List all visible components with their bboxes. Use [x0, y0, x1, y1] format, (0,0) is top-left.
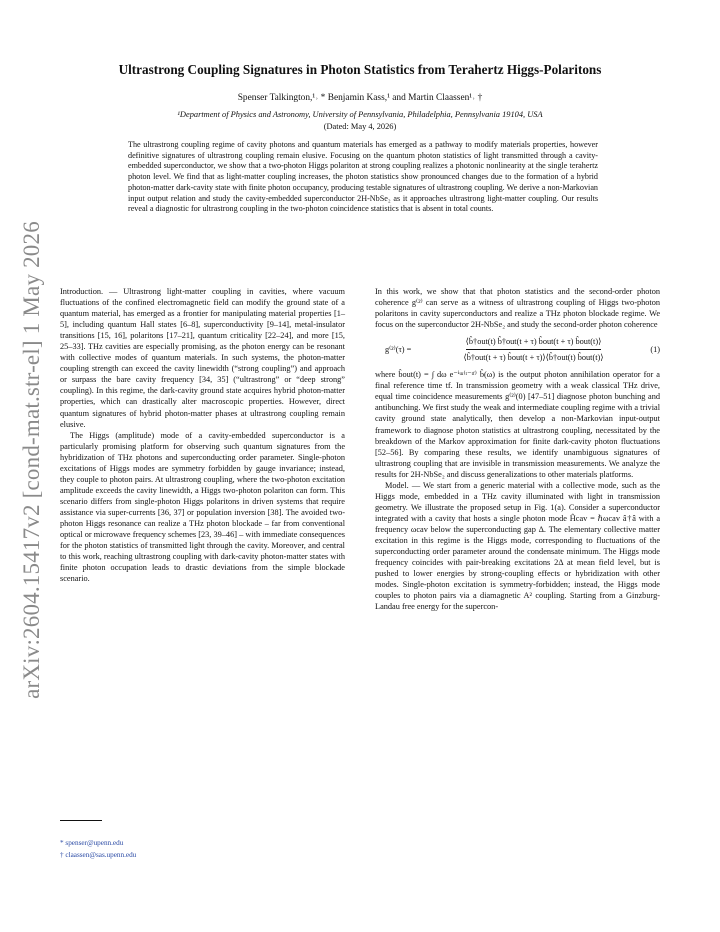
arxiv-sidebar-stamp	[12, 210, 52, 710]
higgs-paragraph: The Higgs (amplitude) mode of a cavity-embedded superconductor is a particularly promising platform for observing such quantum signatures from the hybridization of THz photons and superconducting order parameter. Single-photon excitations of Higgs modes are symmetry forbidden by gauge invariance; instead, they couple to photon pairs. At ultrastrong coupling, where the two-photon excitation amplitude exceeds the cavity linewidth, a Higgs two-photon polariton can form. This scenario differs from single-photon Higgs polaritons in driven systems that require assistance via super-currents [36, 37] or population inversion [38]. The avoided two-photon Higgs resonance can realize a THz photon blockade – far from conventional optical or microwave frequency schemes [23, 39–46] – with immediate consequences for the photon statistics of transmitted light through the cavity. Moreover, and central to this work, reaching ultrastrong coupling with dark-cavity photon-matter states with finite photon occupation leads to drastic deviations from the simple blockade scenario.	[60, 430, 345, 584]
equation-fraction	[431, 336, 636, 363]
equation-numerator: ⟨b̂†out(t) b̂†out(t + τ) b̂out(t + τ) b̂out(t)⟩	[466, 336, 602, 350]
intro-paragraph: Introduction. — Ultrastrong light-matter coupling in cavities, where vacuum fluctuations of the confined electromagnetic field can modify the ground state of a quantum material, has emerged as a frontier for manipulating material properties [1–5], including quantum Hall states [6–8], superconductivity [9–14], metal-insulator transitions [15, 16], polaritons [17–21], quantum criticality [22–24], and more [15, 25–33]. THz cavities are especially promising, as the photon energy can be resonant with collective modes of quantum materials. In such systems, the photon-matter coupling strength can exceed the cavity linewidth (“strong coupling”) and approach or surpass the bare cavity frequency [34, 35] (“ultrastrong” or “deep strong” coupling). In this regime, the dark-cavity ground state acquires hybrid photon-matter properties, which can drastically alter macroscopic properties. However, direct quantum signatures of hybrid photon-matter phases at ultrastrong coupling remain elusive.	[60, 287, 345, 429]
footnote-email-2[interactable]: † claassen@sas.upenn.edu	[60, 851, 137, 859]
footnote-rule	[60, 820, 102, 821]
author-list: Spenser Talkington,¹˒ * Benjamin Kass,¹ and Martin Claassen¹˒ †	[237, 93, 483, 103]
affiliation: ¹Department of Physics and Astronomy, University of Pennsylvania, Philadelphia, Pennsylvania 19104, USA	[177, 110, 543, 119]
paper-title: Ultrastrong Coupling Signatures in Photon Statistics from Terahertz Higgs-Polaritons	[118, 62, 602, 77]
equation-number: (1)	[650, 345, 660, 355]
equation-denominator: ⟨b̂†out(t + τ) b̂out(t + τ)⟩⟨b̂†out(t) b̂out(t)⟩	[463, 353, 604, 363]
model-paragraph: Model. — We start from a generic material with a collective mode, such as the Higgs mode, embedded in a THz cavity illuminated with light in transmission geometry. We illustrate the proposed setup in Fig. 1(a). Consider a superconductor integrated with a cavity that hosts a single photon mode Ĥcav = ℏωcav â†â with a frequency ωcav below the superconducting gap Δ. The elementary collective matter excitation in this regime is the Higgs mode, corresponding to fluctuations of the superconducting order parameter around the condensate minimum. The Higgs mode frequency coincides with pair-breaking excitations 2Δ at mean field level, but is pushed to lower energies by strong-coupling effects or hybridization with other modes. Single-photon excitation is symmetry-forbidden; instead, the Higgs mode couples to photon pairs via a diamagnetic A² coupling. Starting from a Ginzburg-Landau free energy for the supercon-	[375, 480, 660, 612]
footnote-email-1[interactable]: * spenser@upenn.edu	[60, 839, 124, 847]
left-column	[60, 286, 345, 584]
abstract: The ultrastrong coupling regime of cavity photons and quantum materials has emerged as a pathway to modify materials properties, however definitive signatures of ultrastrong coupling remain elusive. Focusing on the quantum photon statistics of light transmitted through a cavity-embedded superconductor, we show that a two-photon Higgs polariton at strong coupling realizes a photonic nonlinearity at the single terahertz photon level. We find that as light-matter coupling increases, the photon statistics show pronounced changes due to the formation of a hybrid photon-matter dark-cavity state with finite photon occupancy, producing testable signatures of ultrastrong coupling. We derive a non-Markovian input output relation and study the cavity-embedded superconductor 2H-NbSe₂ as it approaches ultrastrong light-matter coupling. Our results reveal a diagnostic for ultrastrong coupling in the two-photon coincidence statistics that is absent in total counts.	[128, 140, 598, 214]
arxiv-identifier: arXiv:2604.15417v2 [cond-mat.str-el] 1 May 2026	[19, 221, 44, 699]
work-paragraph: In this work, we show that that photon statistics and the second-order photon coherence g⁽²⁾ can serve as a witness of ultrastrong coupling of Higgs two-photon polaritons in cavity superconductors and realize a THz photon blockade regime. We focus on the superconductor 2H-NbSe₂ and study the second-order photon coherence	[375, 287, 660, 330]
date-line: (Dated: May 4, 2026)	[323, 122, 397, 131]
right-column	[375, 286, 660, 612]
output-operator-paragraph: where b̂out(t) = ∫ dω e⁻ⁱᵚ⁽ᵗ⁻ᵗᶠ⁾ b̂(ω) is the output photon annihilation operator for a final reference time tf. In transmission geometry with a weak classical THz drive, equal time coincidence measurements g⁽²⁾(0) [47–51] diagnose photon bunching and antibunching. We first study the weak and intermediate coupling regime with a trivial cavity ground state analytically, then develop a non-Markovian input-output framework to diagnose photon statistics at ultrastrong coupling, necessitated by the breakdown of the Markov approximation for finite dark-cavity photon fluctuations [52–56]. By comparing these results, we identify unambiguous signatures of ultrastrong coupling that are invisible in transmission measurements. We analyze the results for 2H-NbSe₂ and discuss generalizations to other materials platforms.	[375, 370, 660, 479]
equation-lhs: g⁽²⁾(τ) =	[385, 345, 412, 355]
equation-1	[375, 336, 660, 363]
